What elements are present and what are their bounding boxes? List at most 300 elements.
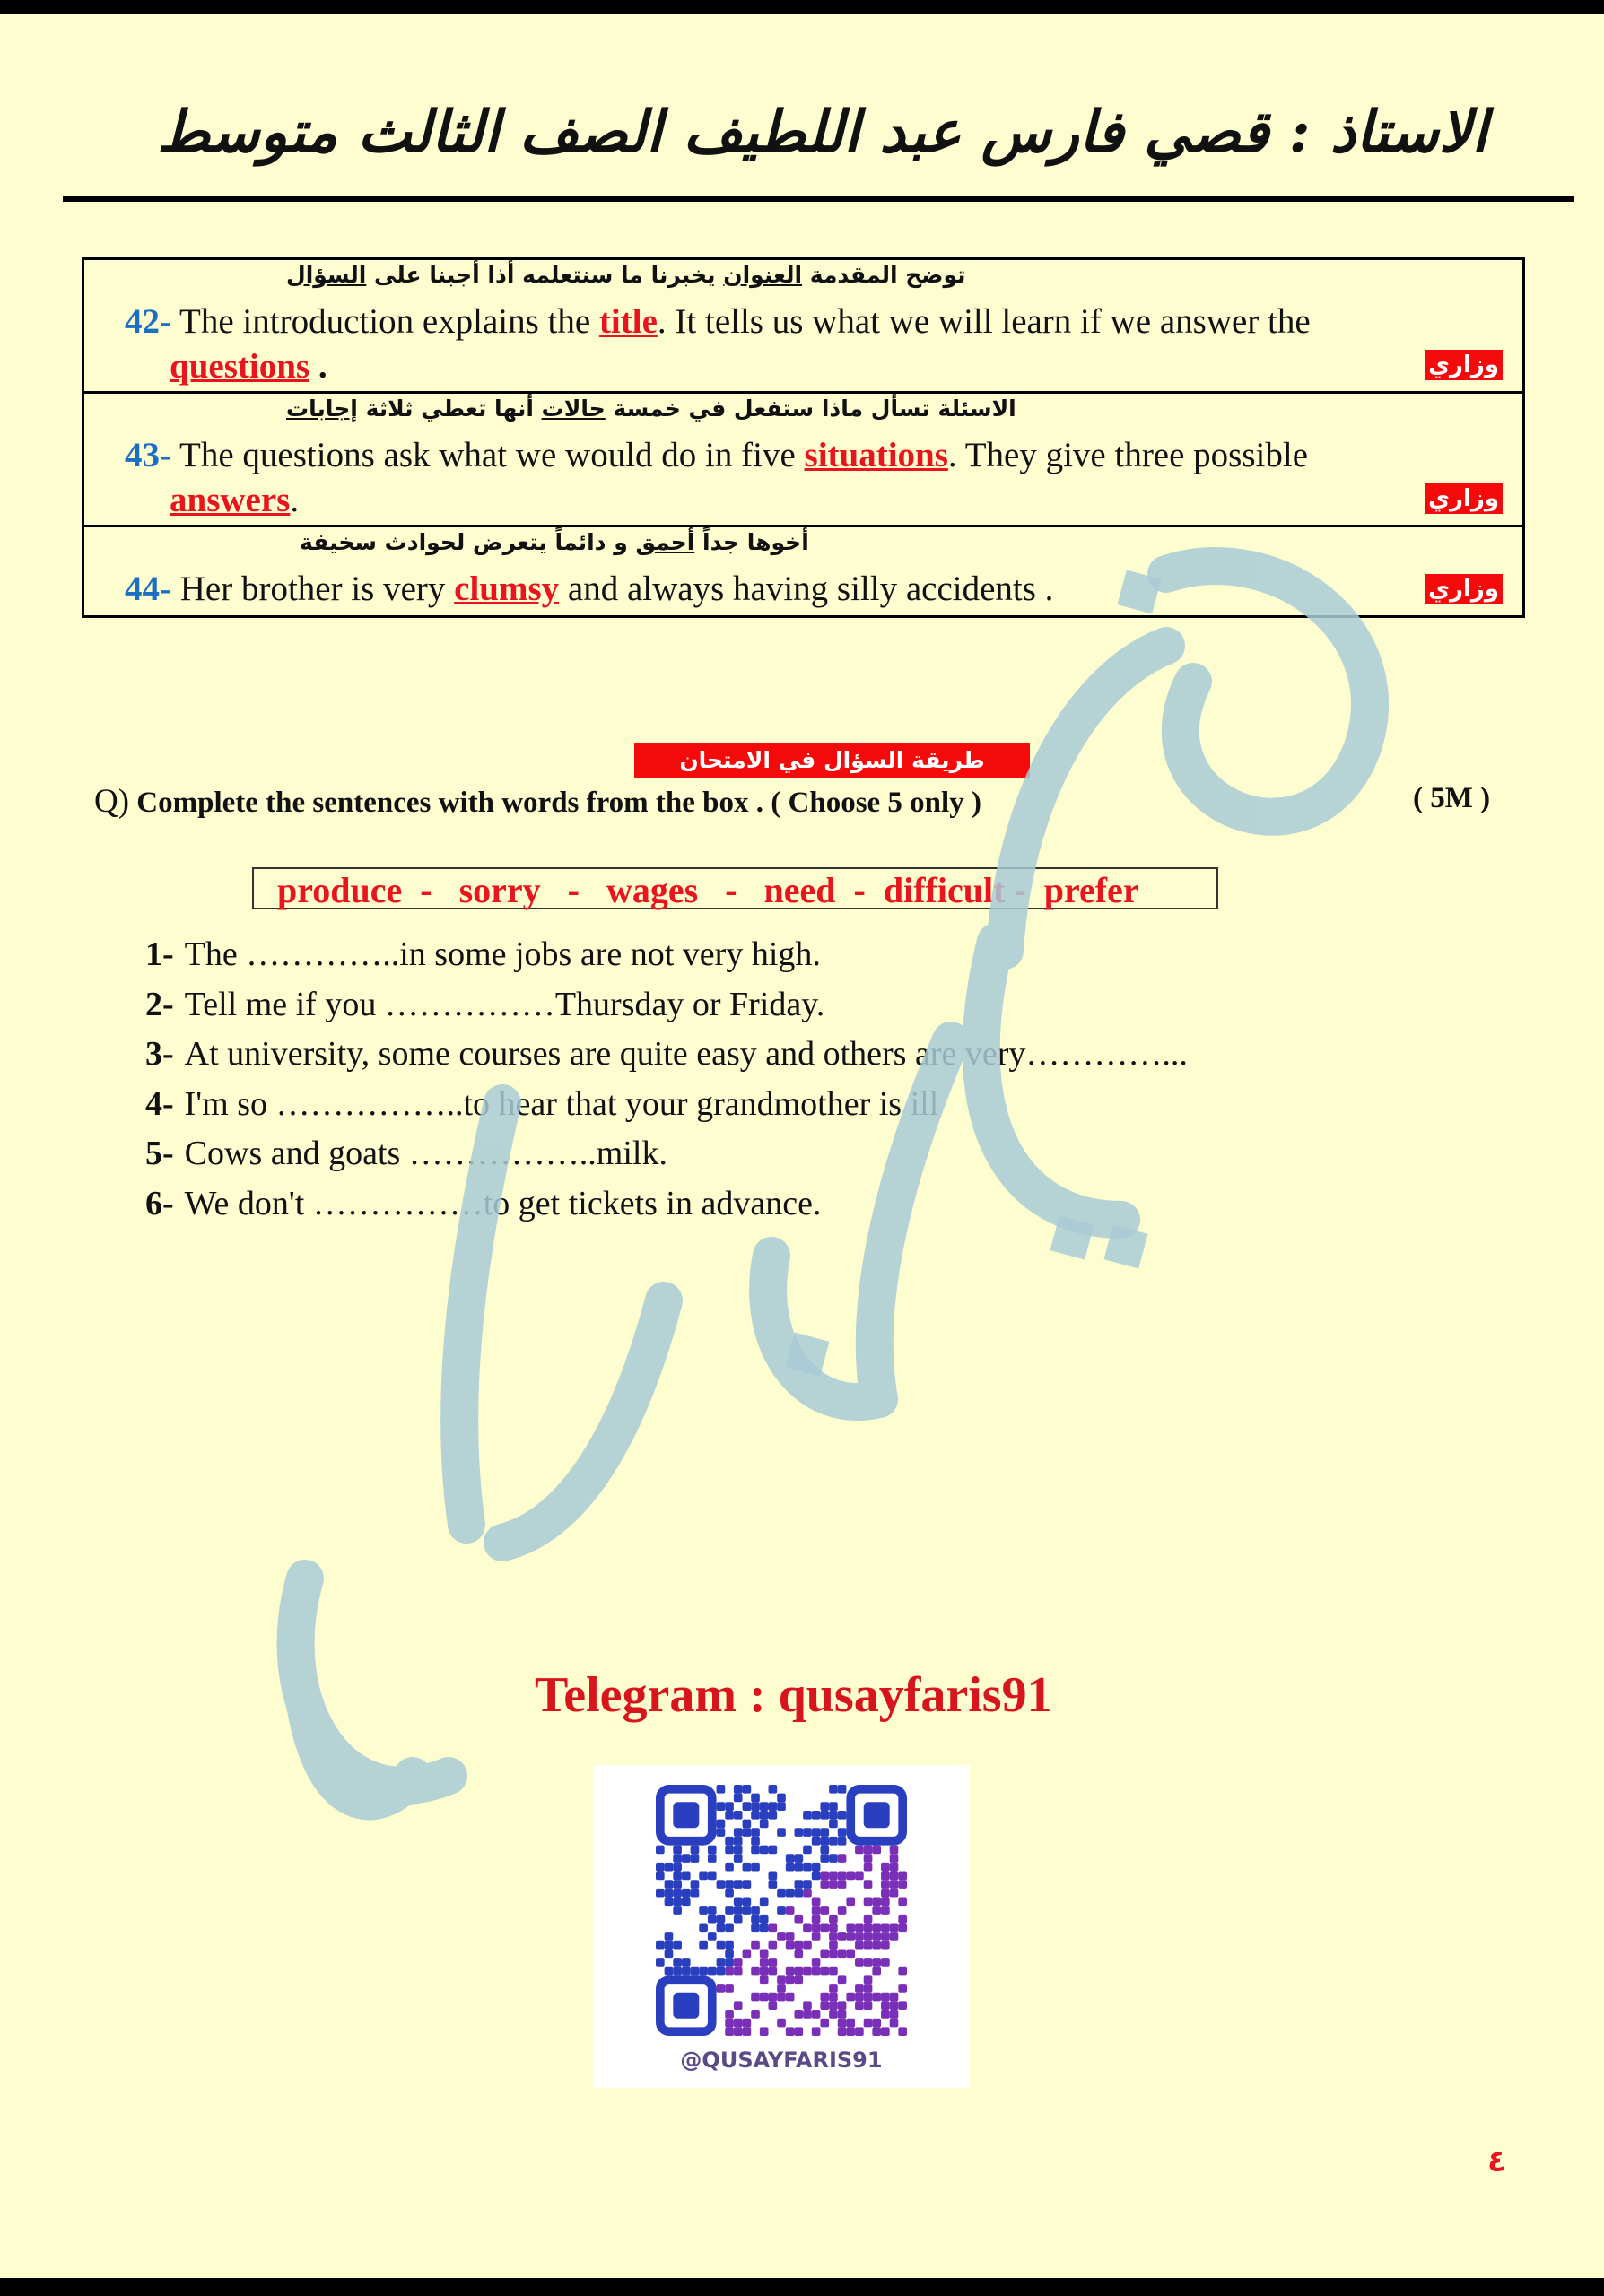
qr-module — [820, 1949, 829, 1958]
qr-module — [691, 1846, 700, 1855]
table-row — [84, 394, 1522, 527]
qr-module — [725, 1949, 734, 1958]
qr-module — [751, 1794, 760, 1803]
qr-module — [794, 1889, 803, 1898]
qr-module — [760, 1811, 769, 1820]
qr-module — [760, 1820, 769, 1829]
ministerial-badge: وزاري — [1425, 574, 1503, 604]
qr-module — [673, 1889, 682, 1898]
qr-code-pattern — [633, 1785, 929, 2036]
qr-module — [794, 1863, 803, 1872]
qr-module — [760, 1967, 769, 1976]
qr-module — [838, 1975, 847, 1984]
qr-module — [864, 1975, 873, 1984]
vocab-table — [82, 257, 1525, 618]
qr-module — [725, 1880, 734, 1889]
qr-module — [734, 1794, 743, 1803]
qr-module — [890, 2010, 899, 2019]
qr-module — [794, 1967, 803, 1976]
qr-module — [717, 1984, 726, 1993]
qr-module — [838, 1837, 847, 1846]
qr-module — [673, 1863, 682, 1872]
qr-module — [786, 1967, 795, 1976]
qr-module — [812, 1837, 821, 1846]
question-instruction: Q) Complete the sentences with words from the box . ( Choose 5 only ) — [94, 783, 981, 820]
qr-module — [665, 1949, 674, 1958]
qr-module — [838, 1785, 847, 1794]
qr-module — [864, 1923, 873, 1932]
qr-module — [734, 1880, 743, 1889]
qr-module — [812, 2010, 821, 2019]
qr-module — [743, 1898, 752, 1907]
qr-module — [855, 1872, 864, 1881]
qr-module — [717, 1915, 726, 1924]
qr-module — [803, 1923, 812, 1932]
qr-module — [803, 1863, 812, 1872]
qr-module — [820, 1828, 829, 1837]
qr-module — [665, 1941, 674, 1950]
qr-module — [803, 2001, 812, 2010]
qr-module — [803, 1967, 812, 1976]
arabic-translation: أخوها جداً أحمق و دائماً يتعرض لحوادث سخيفة — [300, 529, 809, 555]
qr-module — [812, 1932, 821, 1941]
table-row — [84, 527, 1522, 615]
qr-module — [872, 1898, 881, 1907]
header-divider — [63, 196, 1574, 202]
qr-module — [777, 1932, 786, 1941]
qr-module — [760, 1949, 769, 1958]
qr-module — [829, 1949, 838, 1958]
qr-module — [864, 1958, 873, 1967]
qr-module — [743, 1906, 752, 1915]
qr-module — [769, 1785, 778, 1794]
grade-title: الصف الثالث متوسط — [157, 99, 663, 166]
qr-module — [786, 1854, 795, 1863]
qr-module — [855, 1923, 864, 1932]
qr-module — [872, 1846, 881, 1855]
qr-module — [769, 1880, 778, 1889]
qr-module — [725, 1802, 734, 1811]
qr-module — [751, 1941, 760, 1950]
qr-module — [864, 1915, 873, 1924]
qr-module — [838, 1811, 847, 1820]
qr-module — [803, 1941, 812, 1950]
qr-module — [881, 2027, 890, 2036]
qr-module — [734, 2001, 743, 2010]
qr-module — [725, 1889, 734, 1898]
qr-module — [751, 1863, 760, 1872]
qr-module — [786, 1932, 795, 1941]
qr-module — [820, 1811, 829, 1820]
qr-module — [820, 1802, 829, 1811]
qr-module — [717, 1967, 726, 1976]
qr-module — [665, 1889, 674, 1898]
qr-module — [872, 1941, 881, 1950]
qr-module — [812, 1872, 821, 1881]
qr-finder-center — [673, 1802, 699, 1828]
qr-module — [725, 2010, 734, 2019]
qr-module — [682, 1854, 691, 1863]
qr-module — [872, 1967, 881, 1976]
qr-handle-text: @QUSAYFARIS91 — [680, 2048, 883, 2073]
qr-module — [898, 1880, 907, 1889]
qr-module — [812, 2027, 821, 2036]
qr-module — [734, 1828, 743, 1837]
qr-module — [898, 1984, 907, 1993]
list-item: 2- Tell me if you ……………Thursday or Friday. — [145, 986, 825, 1023]
qr-module — [838, 1854, 847, 1863]
qr-module — [673, 1958, 682, 1967]
qr-module — [864, 1993, 873, 2002]
qr-module — [794, 1975, 803, 1984]
qr-module — [751, 1993, 760, 2002]
qr-module — [760, 1846, 769, 1855]
qr-module — [743, 1880, 752, 1889]
qr-module — [743, 2019, 752, 2028]
qr-module — [717, 1923, 726, 1932]
qr-module — [898, 1967, 907, 1976]
qr-module — [890, 1880, 899, 1889]
qr-module — [881, 1906, 890, 1915]
qr-module — [699, 1872, 708, 1881]
qr-finder-center — [673, 1993, 699, 2019]
qr-module — [803, 1828, 812, 1837]
qr-module — [794, 1949, 803, 1958]
qr-module — [838, 1949, 847, 1958]
qr-module — [656, 1941, 665, 1950]
qr-module — [855, 2001, 864, 2010]
qr-module — [708, 1846, 717, 1855]
qr-module — [734, 1898, 743, 1907]
qr-module — [829, 1967, 838, 1976]
qr-module — [769, 1941, 778, 1950]
qr-module — [699, 1967, 708, 1976]
qr-module — [829, 1802, 838, 1811]
list-item: 1- The …………..in some jobs are not very high. — [145, 935, 821, 973]
qr-module — [881, 1872, 890, 1881]
arabic-translation: الاسئلة تسأل ماذا ستفعل في خمسة حالات أنها تعطي ثلاثة إجابات — [286, 396, 1016, 422]
qr-module — [846, 1949, 855, 1958]
qr-module — [864, 1846, 873, 1855]
qr-module — [691, 1880, 700, 1889]
qr-module — [881, 2010, 890, 2019]
qr-module — [665, 1967, 674, 1976]
qr-module — [743, 1820, 752, 1829]
qr-module — [829, 2010, 838, 2019]
qr-module — [829, 1984, 838, 1993]
teacher-name: الاستاذ : قصي فارس عبد اللطيف — [683, 99, 1487, 166]
english-sentence: 42- The introduction explains the title. It tells us what we will learn if we answer the questions . — [125, 302, 1311, 386]
page-number: ٤ — [1487, 2144, 1506, 2179]
qr-module — [855, 1932, 864, 1941]
telegram-handle: Telegram : qusayfaris91 — [535, 1667, 1052, 1723]
qr-module — [769, 1967, 778, 1976]
qr-module — [743, 1863, 752, 1872]
qr-module — [812, 1923, 821, 1932]
qr-module — [708, 1872, 717, 1881]
qr-module — [751, 1923, 760, 1932]
qr-module — [682, 1958, 691, 1967]
qr-module — [656, 1958, 665, 1967]
qr-module — [751, 1967, 760, 1976]
list-item: 6- We don't ……………to get tickets in advance. — [145, 1185, 822, 1222]
qr-module — [673, 1906, 682, 1915]
qr-module — [673, 1846, 682, 1855]
qr-module — [864, 2001, 873, 2010]
qr-module — [760, 1975, 769, 1984]
qr-module — [855, 1941, 864, 1950]
qr-module — [665, 1932, 674, 1941]
qr-module — [725, 2027, 734, 2036]
qr-module — [890, 1932, 899, 1941]
qr-module — [838, 1880, 847, 1889]
qr-module — [751, 2010, 760, 2019]
qr-module — [760, 1898, 769, 1907]
ministerial-badge: وزاري — [1425, 483, 1503, 514]
qr-module — [864, 2019, 873, 2028]
qr-module — [890, 1846, 899, 1855]
qr-module — [656, 1872, 665, 1881]
qr-module — [777, 1906, 786, 1915]
qr-module — [769, 1802, 778, 1811]
qr-module — [898, 2027, 907, 2036]
qr-module — [829, 1837, 838, 1846]
qr-module — [743, 2027, 752, 2036]
qr-module — [656, 1863, 665, 1872]
top-border — [0, 0, 1604, 14]
qr-module — [751, 1906, 760, 1915]
word-box: produce - sorry - wages - need - difficult - prefer — [252, 867, 1218, 909]
qr-module — [682, 1898, 691, 1907]
qr-module — [725, 1863, 734, 1872]
qr-module — [717, 1828, 726, 1837]
qr-module — [812, 1958, 821, 1967]
qr-module — [829, 1785, 838, 1794]
qr-module — [734, 1958, 743, 1967]
list-item: 4- I'm so ……………..to hear that your grandmother is ill — [145, 1085, 939, 1123]
qr-module — [656, 1846, 665, 1855]
qr-module — [812, 1915, 821, 1924]
qr-module — [803, 2010, 812, 2019]
qr-module — [881, 1941, 890, 1950]
qr-module — [846, 1898, 855, 1907]
qr-module — [777, 1889, 786, 1898]
qr-module — [820, 1923, 829, 1932]
qr-module — [673, 1854, 682, 1863]
qr-module — [812, 1967, 821, 1976]
qr-module — [769, 2001, 778, 2010]
qr-module — [725, 1958, 734, 1967]
qr-module — [898, 2001, 907, 2010]
qr-module — [734, 1906, 743, 1915]
qr-module — [691, 1967, 700, 1976]
qr-module — [673, 1941, 682, 1950]
qr-module — [760, 1915, 769, 1924]
qr-module — [708, 1967, 717, 1976]
qr-module — [881, 1880, 890, 1889]
arabic-translation: توضح المقدمة العنوان يخبرنا ما سنتعلمه أذا أجبنا على السؤال — [286, 262, 966, 288]
qr-module — [725, 1837, 734, 1846]
qr-module — [786, 1993, 795, 2002]
qr-module — [708, 1915, 717, 1924]
qr-module — [691, 1854, 700, 1863]
qr-module — [673, 1880, 682, 1889]
qr-module — [743, 1949, 752, 1958]
qr-module — [734, 1837, 743, 1846]
qr-module — [777, 1993, 786, 2002]
exam-method-banner: طريقة السؤال في الامتحان — [634, 743, 1030, 778]
qr-module — [846, 2019, 855, 2028]
qr-module — [855, 2027, 864, 2036]
qr-module — [682, 1967, 691, 1976]
qr-module — [838, 1906, 847, 1915]
qr-module — [656, 1889, 665, 1898]
qr-module — [803, 1880, 812, 1889]
qr-module — [881, 1898, 890, 1907]
qr-module — [743, 1785, 752, 1794]
qr-module — [855, 1993, 864, 2002]
bottom-border — [0, 2278, 1604, 2296]
qr-module — [717, 1820, 726, 1829]
qr-module — [751, 1837, 760, 1846]
qr-module — [820, 1854, 829, 1863]
qr-module — [665, 1863, 674, 1872]
qr-module — [691, 1889, 700, 1898]
qr-module — [890, 1889, 899, 1898]
ministerial-badge: وزاري — [1425, 350, 1503, 380]
qr-module — [838, 2019, 847, 2028]
qr-module — [890, 2019, 899, 2028]
qr-module — [786, 1941, 795, 1950]
qr-module — [820, 1880, 829, 1889]
qr-module — [829, 1872, 838, 1881]
qr-module — [838, 1932, 847, 1941]
qr-module — [743, 1802, 752, 1811]
qr-module — [881, 1923, 890, 1932]
qr-module — [725, 1811, 734, 1820]
qr-module — [855, 1984, 864, 1993]
qr-module — [846, 1993, 855, 2002]
qr-module — [829, 1923, 838, 1932]
qr-module — [717, 1958, 726, 1967]
qr-module — [890, 2001, 899, 2010]
qr-module — [725, 1906, 734, 1915]
qr-module — [751, 1828, 760, 1837]
qr-module — [855, 1846, 864, 1855]
qr-module — [829, 1880, 838, 1889]
english-sentence: 43- The questions ask what we would do in five situations. They give three possible answers. — [125, 436, 1309, 519]
qr-module — [890, 1993, 899, 2002]
qr-module — [699, 1923, 708, 1932]
qr-module — [708, 1854, 717, 1863]
qr-module — [864, 1984, 873, 1993]
qr-module — [734, 1785, 743, 1794]
qr-module — [717, 1802, 726, 1811]
qr-module — [872, 2019, 881, 2028]
qr-module — [665, 1880, 674, 1889]
qr-module — [794, 1854, 803, 1863]
qr-module — [673, 1872, 682, 1881]
qr-module — [872, 1993, 881, 2002]
qr-module — [838, 2027, 847, 2036]
qr-module — [812, 1906, 821, 1915]
qr-module — [890, 1923, 899, 1932]
qr-module — [846, 1932, 855, 1941]
list-item: 3- At university, some courses are quite easy and others are very…………... — [145, 1035, 1188, 1073]
qr-module — [820, 1906, 829, 1915]
qr-module — [820, 2001, 829, 2010]
qr-module — [872, 2027, 881, 2036]
qr-module — [743, 1828, 752, 1837]
qr-module — [769, 1846, 778, 1855]
qr-module — [829, 1915, 838, 1924]
qr-module — [838, 2001, 847, 2010]
qr-module — [734, 2027, 743, 2036]
qr-module — [812, 1898, 821, 1907]
qr-module — [794, 1915, 803, 1924]
qr-module — [838, 2010, 847, 2019]
qr-module — [725, 1967, 734, 1976]
qr-module — [769, 1872, 778, 1881]
qr-module — [760, 2027, 769, 2036]
qr-module — [820, 1846, 829, 1855]
qr-module — [864, 1854, 873, 1863]
qr-module — [803, 1811, 812, 1820]
qr-module — [725, 1941, 734, 1950]
qr-code[interactable] — [593, 1765, 970, 2088]
qr-module — [760, 1958, 769, 1967]
qr-module — [673, 1898, 682, 1907]
qr-module — [898, 1872, 907, 1881]
qr-module — [812, 1811, 821, 1820]
qr-module — [760, 1923, 769, 1932]
qr-module — [794, 1941, 803, 1950]
list-item: 5- Cows and goats ……………..milk. — [145, 1135, 667, 1172]
qr-module — [820, 1837, 829, 1846]
qr-module — [777, 2019, 786, 2028]
qr-module — [890, 1863, 899, 1872]
qr-module — [777, 1984, 786, 1993]
qr-module — [838, 1872, 847, 1881]
question-marks: ( 5M ) — [1413, 782, 1491, 814]
qr-module — [829, 1932, 838, 1941]
qr-module — [786, 2027, 795, 2036]
qr-module — [777, 1794, 786, 1803]
qr-module — [864, 1941, 873, 1950]
qr-module — [829, 1993, 838, 2002]
qr-module — [812, 1828, 821, 1837]
qr-module — [734, 2019, 743, 2028]
qr-module — [734, 1854, 743, 1863]
qr-module — [898, 1923, 907, 1932]
qr-module — [786, 1975, 795, 1984]
qr-module — [786, 1889, 795, 1898]
qr-module — [717, 1880, 726, 1889]
qr-module — [673, 1967, 682, 1976]
qr-module — [829, 1941, 838, 1950]
qr-module — [846, 1923, 855, 1932]
qr-module — [734, 1915, 743, 1924]
qr-module — [769, 1958, 778, 1967]
qr-module — [725, 1984, 734, 1993]
qr-module — [881, 2001, 890, 2010]
qr-module — [717, 1785, 726, 1794]
qr-module — [872, 1932, 881, 1941]
qr-module — [786, 1863, 795, 1872]
qr-module — [665, 1898, 674, 1907]
qr-module — [751, 1802, 760, 1811]
qr-module — [898, 1898, 907, 1907]
